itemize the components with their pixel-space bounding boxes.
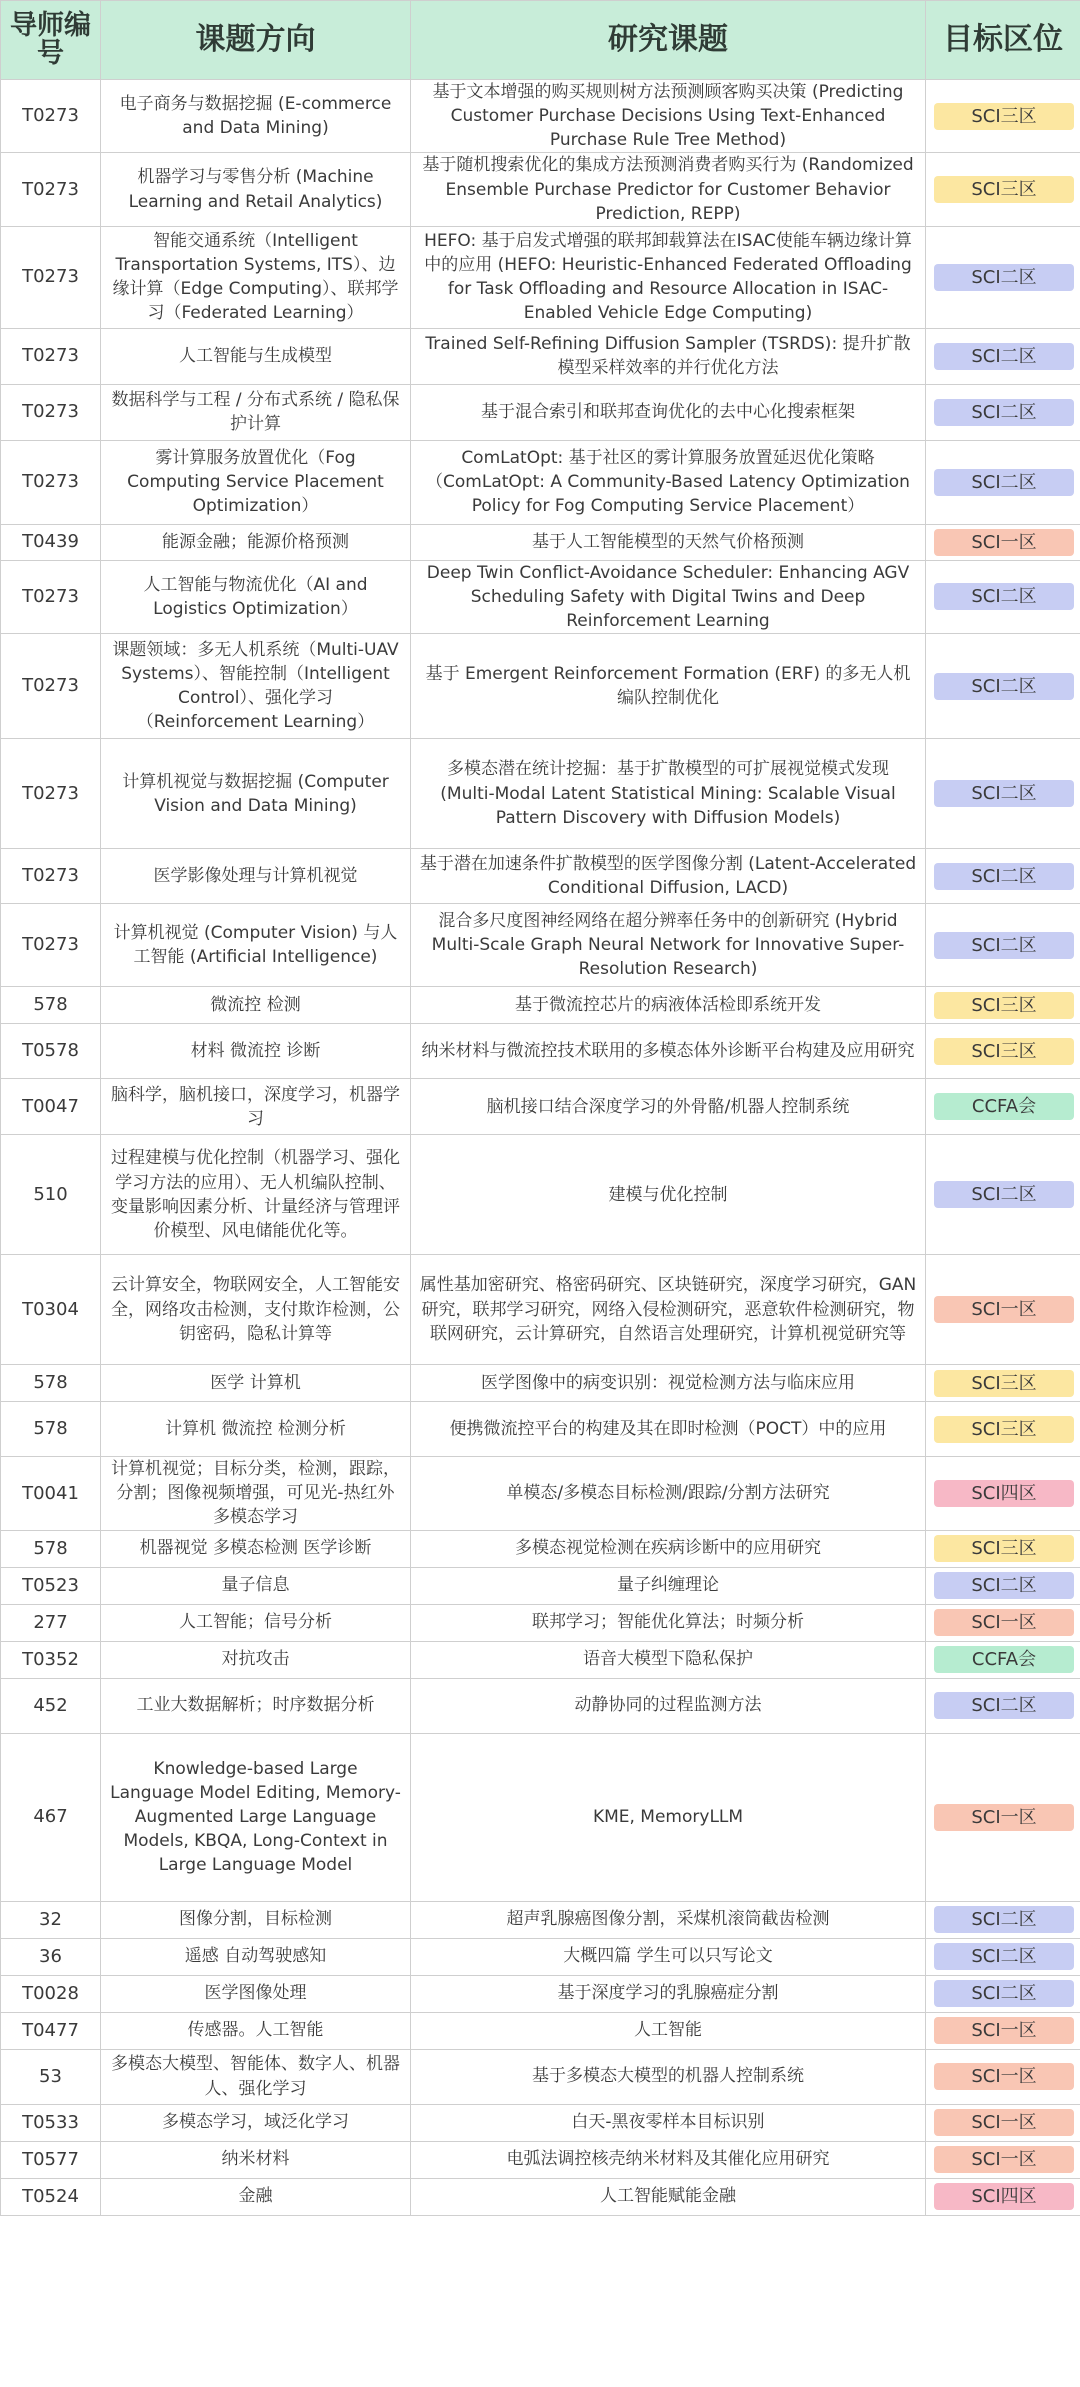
target-cell bbox=[926, 1604, 1080, 1641]
direction-cell: 图像分割，目标检测 bbox=[101, 1901, 411, 1938]
advisor-id-cell: T0273 bbox=[1, 328, 101, 384]
table-row bbox=[1, 1641, 1080, 1678]
target-badge: SCI二区 bbox=[934, 1572, 1074, 1599]
direction-cell: 计算机视觉；目标分类，检测，跟踪，分割；图像视频增强，可见光-热红外多模态学习 bbox=[101, 1457, 411, 1530]
topic-cell: 便携微流控平台的构建及其在即时检测（POCT）中的应用 bbox=[411, 1402, 926, 1457]
direction-cell: 多模态学习，域泛化学习 bbox=[101, 2104, 411, 2141]
advisor-id-cell: T0577 bbox=[1, 2141, 101, 2178]
target-badge: SCI二区 bbox=[934, 1980, 1074, 2007]
target-cell bbox=[926, 1641, 1080, 1678]
table-row bbox=[1, 384, 1080, 440]
advisor-id-cell: T0273 bbox=[1, 80, 101, 153]
direction-cell: 脑科学，脑机接口，深度学习，机器学习 bbox=[101, 1079, 411, 1135]
table-row bbox=[1, 1365, 1080, 1402]
advisor-id-cell: 578 bbox=[1, 1402, 101, 1457]
topic-cell: 多模态潜在统计挖掘：基于扩散模型的可扩展视觉模式发现 (Multi-Modal Latent Statistical Mining: Scalable Visual Pattern Discovery with Diffusion Models) bbox=[411, 739, 926, 849]
header-direction: 课题方向 bbox=[101, 1, 411, 80]
topic-cell: Trained Self-Refining Diffusion Sampler (TSRDS): 提升扩散模型采样效率的并行优化方法 bbox=[411, 328, 926, 384]
direction-cell: 多模态大模型、智能体、数字人、机器人、强化学习 bbox=[101, 2049, 411, 2104]
direction-cell: 智能交通系统（Intelligent Transportation Systems, ITS）、边缘计算（Edge Computing）、联邦学习（Federated Learning） bbox=[101, 226, 411, 328]
direction-cell: 人工智能与生成模型 bbox=[101, 328, 411, 384]
advisor-id-cell: 277 bbox=[1, 1604, 101, 1641]
advisor-id-cell: T0523 bbox=[1, 1567, 101, 1604]
table-row bbox=[1, 153, 1080, 226]
direction-cell: 医学图像处理 bbox=[101, 1975, 411, 2012]
target-badge: SCI三区 bbox=[934, 1535, 1074, 1562]
table-row bbox=[1, 1975, 1080, 2012]
direction-cell: 微流控 检测 bbox=[101, 987, 411, 1024]
target-cell bbox=[926, 1975, 1080, 2012]
target-cell bbox=[926, 440, 1080, 524]
advisor-id-cell: T0273 bbox=[1, 634, 101, 739]
topic-cell: 人工智能赋能金融 bbox=[411, 2178, 926, 2215]
direction-cell: 机器学习与零售分析 (Machine Learning and Retail Analytics) bbox=[101, 153, 411, 226]
direction-cell: 过程建模与优化控制（机器学习、强化学习方法的应用）、无人机编队控制、变量影响因素分析、计量经济与管理评价模型、风电储能优化等。 bbox=[101, 1135, 411, 1255]
table-row bbox=[1, 1402, 1080, 1457]
direction-cell: 能源金融；能源价格预测 bbox=[101, 524, 411, 560]
target-badge: SCI一区 bbox=[934, 1296, 1074, 1323]
target-badge: SCI二区 bbox=[934, 264, 1074, 291]
topic-cell: 基于微流控芯片的病液体活检即系统开发 bbox=[411, 987, 926, 1024]
target-cell bbox=[926, 904, 1080, 987]
target-badge: SCI二区 bbox=[934, 399, 1074, 426]
target-cell bbox=[926, 1079, 1080, 1135]
advisor-id-cell: T0273 bbox=[1, 904, 101, 987]
topic-cell: 基于人工智能模型的天然气价格预测 bbox=[411, 524, 926, 560]
advisor-id-cell: T0273 bbox=[1, 440, 101, 524]
target-badge: SCI二区 bbox=[934, 863, 1074, 890]
direction-cell: 课题领域：多无人机系统（Multi-UAV Systems）、智能控制（Intelligent Control）、强化学习（Reinforcement Learning） bbox=[101, 634, 411, 739]
table-row bbox=[1, 1733, 1080, 1901]
target-cell bbox=[926, 2178, 1080, 2215]
target-cell bbox=[926, 1024, 1080, 1079]
target-cell bbox=[926, 1901, 1080, 1938]
advisor-id-cell: T0273 bbox=[1, 560, 101, 633]
target-badge: SCI四区 bbox=[934, 1480, 1074, 1507]
direction-cell: 对抗攻击 bbox=[101, 1641, 411, 1678]
target-badge: SCI三区 bbox=[934, 1416, 1074, 1443]
topic-cell: 医学图像中的病变识别：视觉检测方法与临床应用 bbox=[411, 1365, 926, 1402]
table-row bbox=[1, 1678, 1080, 1733]
target-badge: SCI二区 bbox=[934, 469, 1074, 496]
target-badge: SCI一区 bbox=[934, 1609, 1074, 1636]
target-badge: SCI一区 bbox=[934, 529, 1074, 556]
direction-cell: 纳米材料 bbox=[101, 2141, 411, 2178]
advisor-id-cell: 467 bbox=[1, 1733, 101, 1901]
table-row bbox=[1, 524, 1080, 560]
topic-cell: HEFO: 基于启发式增强的联邦卸载算法在ISAC使能车辆边缘计算中的应用 (HEFO: Heuristic-Enhanced Federated Offloading for Task Offloading and Resource Allocation in ISAC-Enabled Vehicle Edge Computing) bbox=[411, 226, 926, 328]
target-cell bbox=[926, 2012, 1080, 2049]
target-cell bbox=[926, 1402, 1080, 1457]
direction-cell: 量子信息 bbox=[101, 1567, 411, 1604]
table-row bbox=[1, 1079, 1080, 1135]
topic-cell: 白天-黑夜零样本目标识别 bbox=[411, 2104, 926, 2141]
direction-cell: 机器视觉 多模态检测 医学诊断 bbox=[101, 1530, 411, 1567]
advisor-id-cell: T0578 bbox=[1, 1024, 101, 1079]
target-cell bbox=[926, 1530, 1080, 1567]
target-badge: SCI四区 bbox=[934, 2183, 1074, 2210]
direction-cell: 计算机视觉与数据挖掘 (Computer Vision and Data Mining) bbox=[101, 739, 411, 849]
topic-cell: 电弧法调控核壳纳米材料及其催化应用研究 bbox=[411, 2141, 926, 2178]
target-badge: SCI一区 bbox=[934, 1804, 1074, 1831]
direction-cell: 计算机视觉 (Computer Vision) 与人工智能 (Artificial Intelligence) bbox=[101, 904, 411, 987]
topic-cell: 基于 Emergent Reinforcement Formation (ERF) 的多无人机编队控制优化 bbox=[411, 634, 926, 739]
advisor-id-cell: T0304 bbox=[1, 1255, 101, 1365]
advisor-id-cell: T0273 bbox=[1, 153, 101, 226]
topic-cell: 人工智能 bbox=[411, 2012, 926, 2049]
table-row bbox=[1, 2104, 1080, 2141]
table-row bbox=[1, 1135, 1080, 1255]
direction-cell: 材料 微流控 诊断 bbox=[101, 1024, 411, 1079]
advisor-id-cell: T0047 bbox=[1, 1079, 101, 1135]
target-cell bbox=[926, 1135, 1080, 1255]
target-badge: SCI二区 bbox=[934, 1943, 1074, 1970]
target-cell bbox=[926, 2104, 1080, 2141]
header-id: 导师编号 bbox=[1, 1, 101, 80]
advisor-id-cell: 36 bbox=[1, 1938, 101, 1975]
advisor-id-cell: T0524 bbox=[1, 2178, 101, 2215]
topic-cell: 基于多模态大模型的机器人控制系统 bbox=[411, 2049, 926, 2104]
target-cell bbox=[926, 80, 1080, 153]
table-row bbox=[1, 1024, 1080, 1079]
topic-cell: ComLatOpt: 基于社区的雾计算服务放置延迟优化策略（ComLatOpt: A Community-Based Latency Optimization Policy for Fog Computing Service Placement） bbox=[411, 440, 926, 524]
topic-cell: 超声乳腺癌图像分割，采煤机滚筒截齿检测 bbox=[411, 1901, 926, 1938]
table-row bbox=[1, 1604, 1080, 1641]
table-row bbox=[1, 2012, 1080, 2049]
advisor-id-cell: T0439 bbox=[1, 524, 101, 560]
advisor-id-cell: 32 bbox=[1, 1901, 101, 1938]
topic-cell: KME, MemoryLLM bbox=[411, 1733, 926, 1901]
topic-cell: 基于潜在加速条件扩散模型的医学图像分割 (Latent-Accelerated Conditional Diffusion, LACD) bbox=[411, 849, 926, 904]
topic-cell: 基于文本增强的购买规则树方法预测顾客购买决策 (Predicting Customer Purchase Decisions Using Text-Enhanced Purchase Rule Tree Method) bbox=[411, 80, 926, 153]
target-cell bbox=[926, 328, 1080, 384]
direction-cell: 数据科学与工程 / 分布式系统 / 隐私保护计算 bbox=[101, 384, 411, 440]
target-badge: SCI二区 bbox=[934, 1181, 1074, 1208]
target-cell bbox=[926, 1457, 1080, 1530]
header-row bbox=[1, 1, 1080, 80]
target-badge: SCI三区 bbox=[934, 1370, 1074, 1397]
target-badge: SCI一区 bbox=[934, 2017, 1074, 2044]
target-cell bbox=[926, 634, 1080, 739]
topic-cell: 基于混合索引和联邦查询优化的去中心化搜索框架 bbox=[411, 384, 926, 440]
advisor-id-cell: 53 bbox=[1, 2049, 101, 2104]
advisor-id-cell: 578 bbox=[1, 987, 101, 1024]
table-row bbox=[1, 560, 1080, 633]
direction-cell: 传感器。人工智能 bbox=[101, 2012, 411, 2049]
table-row bbox=[1, 849, 1080, 904]
topic-cell: 基于随机搜索优化的集成方法预测消费者购买行为 (Randomized Ensemble Purchase Predictor for Customer Behavior Prediction, REPP) bbox=[411, 153, 926, 226]
table-row bbox=[1, 1457, 1080, 1530]
topic-cell: 量子纠缠理论 bbox=[411, 1567, 926, 1604]
table-row bbox=[1, 904, 1080, 987]
target-cell bbox=[926, 2049, 1080, 2104]
direction-cell: 金融 bbox=[101, 2178, 411, 2215]
header-target: 目标区位 bbox=[926, 1, 1080, 80]
target-badge: SCI二区 bbox=[934, 1692, 1074, 1719]
direction-cell: 医学 计算机 bbox=[101, 1365, 411, 1402]
topic-cell: 基于深度学习的乳腺癌症分割 bbox=[411, 1975, 926, 2012]
table-row bbox=[1, 987, 1080, 1024]
topic-cell: 属性基加密研究、格密码研究、区块链研究，深度学习研究，GAN研究，联邦学习研究，网络入侵检测研究，恶意软件检测研究，物联网研究，云计算研究，自然语言处理研究，计算机视觉研究等 bbox=[411, 1255, 926, 1365]
table-row bbox=[1, 328, 1080, 384]
target-badge: SCI三区 bbox=[934, 103, 1074, 130]
direction-cell: 医学影像处理与计算机视觉 bbox=[101, 849, 411, 904]
direction-cell: 人工智能；信号分析 bbox=[101, 1604, 411, 1641]
direction-cell: 云计算安全，物联网安全，人工智能安全，网络攻击检测，支付欺诈检测，公钥密码，隐私计算等 bbox=[101, 1255, 411, 1365]
target-badge: SCI二区 bbox=[934, 780, 1074, 807]
table-row bbox=[1, 634, 1080, 739]
advisor-id-cell: T0477 bbox=[1, 2012, 101, 2049]
topic-cell: 动静协同的过程监测方法 bbox=[411, 1678, 926, 1733]
direction-cell: 电子商务与数据挖掘 (E-commerce and Data Mining) bbox=[101, 80, 411, 153]
advisor-id-cell: T0273 bbox=[1, 384, 101, 440]
target-badge: SCI二区 bbox=[934, 1906, 1074, 1933]
target-badge: SCI二区 bbox=[934, 343, 1074, 370]
advisor-id-cell: T0273 bbox=[1, 226, 101, 328]
target-badge: SCI一区 bbox=[934, 2063, 1074, 2090]
advisor-id-cell: T0352 bbox=[1, 1641, 101, 1678]
target-cell bbox=[926, 524, 1080, 560]
target-badge: SCI二区 bbox=[934, 673, 1074, 700]
topic-cell: 混合多尺度图神经网络在超分辨率任务中的创新研究 (Hybrid Multi-Scale Graph Neural Network for Innovative Super-Resolution Research) bbox=[411, 904, 926, 987]
target-cell bbox=[926, 1365, 1080, 1402]
table-row bbox=[1, 1255, 1080, 1365]
direction-cell: 工业大数据解析；时序数据分析 bbox=[101, 1678, 411, 1733]
table-row bbox=[1, 2178, 1080, 2215]
table-row bbox=[1, 440, 1080, 524]
table-row bbox=[1, 2049, 1080, 2104]
topic-cell: 建模与优化控制 bbox=[411, 1135, 926, 1255]
advisor-id-cell: T0533 bbox=[1, 2104, 101, 2141]
advisor-id-cell: T0041 bbox=[1, 1457, 101, 1530]
target-badge: SCI一区 bbox=[934, 2109, 1074, 2136]
table-row bbox=[1, 226, 1080, 328]
target-badge: SCI三区 bbox=[934, 176, 1074, 203]
topic-cell: Deep Twin Conflict-Avoidance Scheduler: Enhancing AGV Scheduling Safety with Digital Twins and Deep Reinforcement Learning bbox=[411, 560, 926, 633]
table-row bbox=[1, 1530, 1080, 1567]
target-cell bbox=[926, 2141, 1080, 2178]
topic-cell: 联邦学习；智能优化算法；时频分析 bbox=[411, 1604, 926, 1641]
target-cell bbox=[926, 739, 1080, 849]
table-row bbox=[1, 1938, 1080, 1975]
target-badge: SCI一区 bbox=[934, 2146, 1074, 2173]
topic-cell: 单模态/多模态目标检测/跟踪/分割方法研究 bbox=[411, 1457, 926, 1530]
target-badge: SCI三区 bbox=[934, 992, 1074, 1019]
target-cell bbox=[926, 987, 1080, 1024]
target-badge: CCFA会 bbox=[934, 1093, 1074, 1120]
table-row bbox=[1, 1567, 1080, 1604]
table-row bbox=[1, 739, 1080, 849]
advisor-id-cell: T0028 bbox=[1, 1975, 101, 2012]
direction-cell: 遥感 自动驾驶感知 bbox=[101, 1938, 411, 1975]
advisor-id-cell: T0273 bbox=[1, 739, 101, 849]
topic-cell: 纳米材料与微流控技术联用的多模态体外诊断平台构建及应用研究 bbox=[411, 1024, 926, 1079]
direction-cell: 雾计算服务放置优化（Fog Computing Service Placement Optimization） bbox=[101, 440, 411, 524]
advisor-id-cell: 452 bbox=[1, 1678, 101, 1733]
topic-cell: 语音大模型下隐私保护 bbox=[411, 1641, 926, 1678]
target-badge: SCI二区 bbox=[934, 583, 1074, 610]
target-cell bbox=[926, 226, 1080, 328]
table-row bbox=[1, 2141, 1080, 2178]
topic-cell: 脑机接口结合深度学习的外骨骼/机器人控制系统 bbox=[411, 1079, 926, 1135]
direction-cell: 计算机 微流控 检测分析 bbox=[101, 1402, 411, 1457]
table-row bbox=[1, 1901, 1080, 1938]
target-cell bbox=[926, 1733, 1080, 1901]
header-topic: 研究课题 bbox=[411, 1, 926, 80]
topic-cell: 大概四篇 学生可以只写论文 bbox=[411, 1938, 926, 1975]
advisor-id-cell: 510 bbox=[1, 1135, 101, 1255]
target-cell bbox=[926, 153, 1080, 226]
target-cell bbox=[926, 1255, 1080, 1365]
advisor-id-cell: 578 bbox=[1, 1530, 101, 1567]
topic-cell: 多模态视觉检测在疾病诊断中的应用研究 bbox=[411, 1530, 926, 1567]
target-cell bbox=[926, 1938, 1080, 1975]
target-cell bbox=[926, 384, 1080, 440]
direction-cell: 人工智能与物流优化（AI and Logistics Optimization） bbox=[101, 560, 411, 633]
target-cell bbox=[926, 849, 1080, 904]
table-row bbox=[1, 80, 1080, 153]
direction-cell: Knowledge-based Large Language Model Editing, Memory-Augmented Large Language Models, KBQA, Long-Context in Large Language Model bbox=[101, 1733, 411, 1901]
target-cell bbox=[926, 1678, 1080, 1733]
advisor-id-cell: 578 bbox=[1, 1365, 101, 1402]
advisor-id-cell: T0273 bbox=[1, 849, 101, 904]
target-badge: SCI三区 bbox=[934, 1038, 1074, 1065]
target-badge: CCFA会 bbox=[934, 1646, 1074, 1673]
target-badge: SCI二区 bbox=[934, 932, 1074, 959]
target-cell bbox=[926, 560, 1080, 633]
target-cell bbox=[926, 1567, 1080, 1604]
